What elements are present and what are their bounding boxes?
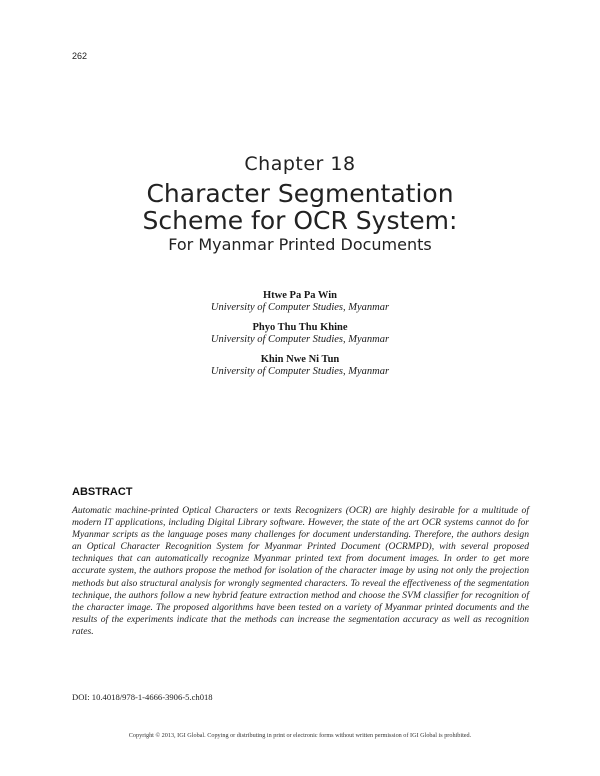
chapter-subtitle: For Myanmar Printed Documents bbox=[168, 235, 432, 254]
copyright-notice: Copyright © 2013, IGI Global. Copying or distributing in print or electronic forms without written permission of IGI Global is prohibited. bbox=[128, 732, 472, 739]
author-affiliation: University of Computer Studies, Myanmar bbox=[210, 302, 390, 313]
author-block bbox=[0, 289, 600, 314]
author-name: Htwe Pa Pa Win bbox=[263, 290, 337, 301]
page-number: 262 bbox=[72, 51, 88, 61]
abstract-heading: ABSTRACT bbox=[72, 486, 133, 498]
author-affiliation: University of Computer Studies, Myanmar bbox=[210, 366, 390, 377]
author-name: Phyo Thu Thu Khine bbox=[252, 322, 348, 333]
chapter-title-line-2: Scheme for OCR System: bbox=[142, 206, 458, 235]
author-list bbox=[0, 289, 600, 385]
abstract-text: Automatic machine-printed Optical Characters or texts Recognizers (OCR) are highly desirable for a multitude of modern IT applications, including Digital Library software. However, the state of the art OCR systems cannot do for Myanmar scripts as the language poses many challenges for document understanding. Therefore, the authors design an Optical Character Recognition System for Myanmar Printed Document (OCRMPD), with several proposed techniques that can automatically recognize Myanmar printed text from document images. In order to get more accurate system, the authors propose the method for isolation of the character image by using not only the projection methods but also structural analysis for wrongly segmented characters. To reveal the effectiveness of the segmentation technique, the authors follow a new hybrid feature extraction method and choose the SVM classifier for recognition of the character image. The proposed algorithms have been tested on a variety of Myanmar printed documents and the results of the experiments indicate that the methods can increase the segmentation accuracy as well as recognition rates. bbox=[72, 505, 529, 637]
author-block bbox=[0, 321, 600, 346]
chapter-title bbox=[0, 180, 600, 234]
chapter-label: Chapter 18 bbox=[244, 153, 356, 175]
author-block bbox=[0, 353, 600, 378]
chapter-title-line-1: Character Segmentation bbox=[146, 179, 454, 208]
author-name: Khin Nwe Ni Tun bbox=[260, 354, 340, 365]
doi-line: DOI: 10.4018/978-1-4666-3906-5.ch018 bbox=[72, 692, 213, 702]
author-affiliation: University of Computer Studies, Myanmar bbox=[210, 334, 390, 345]
